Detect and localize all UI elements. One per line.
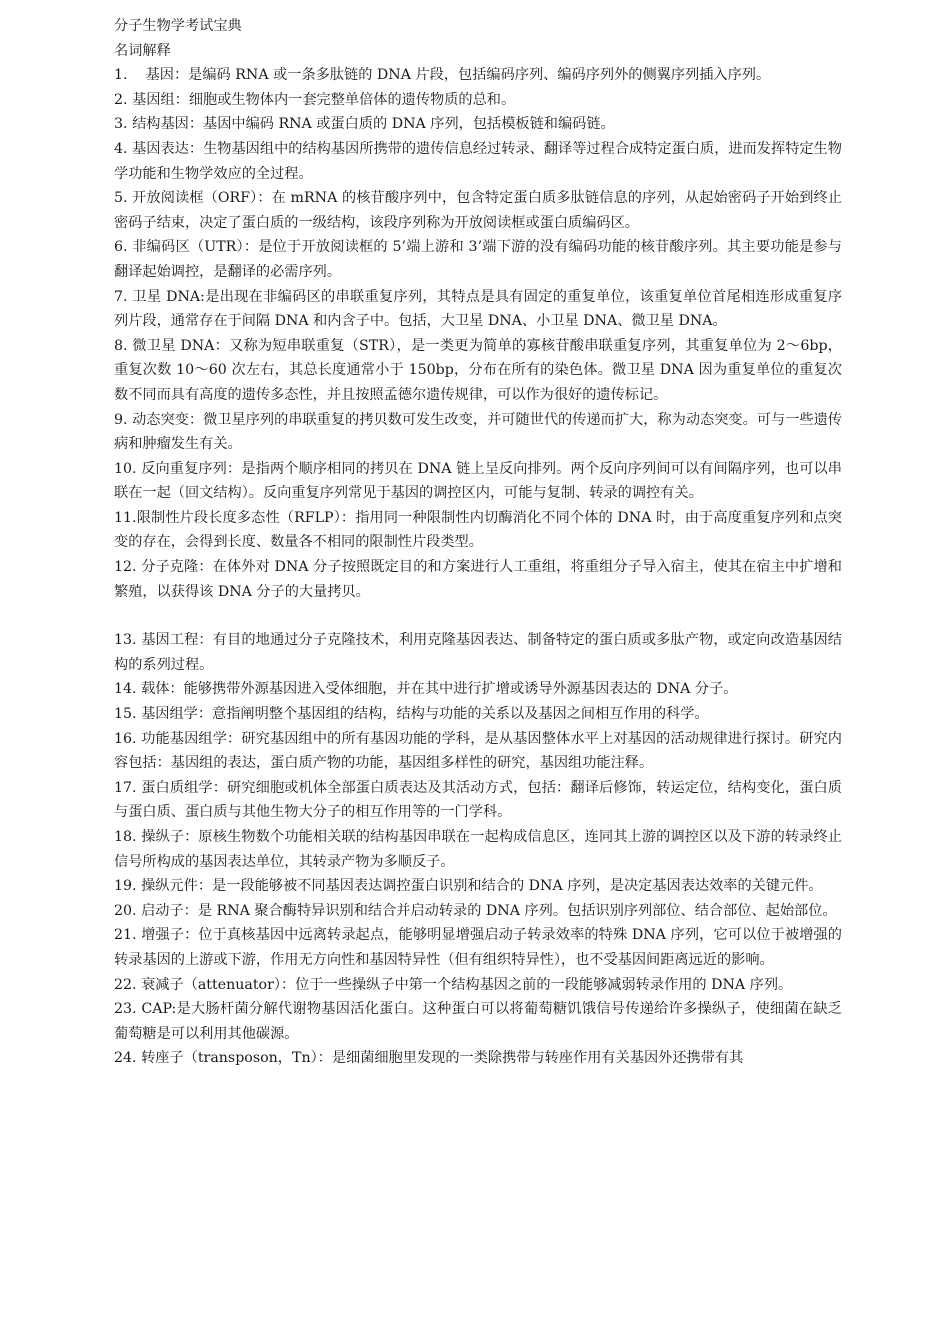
term-entry-12: [114, 555, 842, 604]
term-number: 3.: [114, 116, 128, 133]
term-entry-19: [114, 874, 842, 899]
term-number: 15.: [114, 706, 137, 723]
term-entry-8: [114, 334, 842, 408]
term-entry-17: [114, 776, 842, 825]
document-page: [114, 14, 842, 1071]
term-entry-15: [114, 702, 842, 727]
term-number: 24.: [114, 1050, 137, 1067]
term-text: 结构基因：基因中编码 RNA 或蛋白质的 DNA 序列，包括模板链和编码链。: [132, 116, 615, 133]
term-text: CAP:是大肠杆菌分解代谢物基因活化蛋白。这种蛋白可以将葡萄糖饥饿信号传递给许多操纵子，使细菌在缺乏葡萄糖是可以利用其他碳源。: [114, 1001, 842, 1042]
term-number: 12.: [114, 559, 137, 576]
term-number: 11.: [114, 509, 137, 526]
term-text: 限制性片段长度多态性（RFLP）：指用同一种限制性内切酶消化不同个体的 DNA 时，由于高度重复序列和点突变的存在，会得到长度、数量各不相同的限制性片段类型。: [114, 509, 842, 551]
term-text: 基因：是编码 RNA 或一条多肽链的 DNA 片段，包括编码序列、编码序列外的侧翼序列插入序列。: [145, 67, 771, 84]
term-entry-7: [114, 285, 842, 334]
term-number: 5.: [114, 190, 128, 207]
term-text: 功能基因组学：研究基因组中的所有基因功能的学科，是从基因整体水平上对基因的活动规律进行探讨。研究内容包括：基因组的表达，蛋白质产物的功能，基因组多样性的研究，基因组功能注释。: [114, 730, 842, 772]
term-text: 反向重复序列：是指两个顺序相同的拷贝在 DNA 链上呈反向排列。两个反向序列间可以有间隔序列，也可以串联在一起（回文结构）。反向重复序列常见于基因的调控区内，可能与复制、转录的调控有关。: [114, 460, 842, 502]
term-entry-18: [114, 825, 842, 874]
term-entry-23: [114, 997, 842, 1046]
term-text: 蛋白质组学：研究细胞或机体全部蛋白质表达及其活动方式，包括：翻译后修饰，转运定位，结构变化，蛋白质与蛋白质、蛋白质与其他生物大分子的相互作用等的一门学科。: [114, 779, 842, 821]
term-number: 20.: [114, 902, 137, 919]
term-number: 18.: [114, 829, 137, 845]
term-text: 动态突变：微卫星序列的串联重复的拷贝数可发生改变，并可随世代的传递而扩大，称为动态突变。可与一些遗传病和肿瘤发生有关。: [114, 411, 842, 453]
term-text: 增强子：位于真核基因中远离转录起点，能够明显增强启动子转录效率的特殊 DNA 序列，它可以位于被增强的转录基因的上游或下游，作用无方向性和基因特异性（但有组织特异性），也不受基因间距离远近的影响。: [114, 927, 842, 968]
term-number: 19.: [114, 878, 137, 895]
term-entry-21: [114, 923, 842, 972]
blank-line: [114, 604, 842, 628]
term-entry-5: [114, 186, 842, 235]
term-text: 非编码区（UTR）：是位于开放阅读框的 5’端上游和 3’端下游的没有编码功能的核苷酸序列。其主要功能是参与翻译起始调控，是翻译的必需序列。: [114, 239, 842, 280]
term-number: 6.: [114, 239, 128, 256]
term-number: 22.: [114, 976, 137, 993]
term-entry-4: [114, 137, 842, 186]
term-text: 基因组：细胞或生物体内一套完整单倍体的遗传物质的总和。: [132, 91, 516, 108]
term-number: 10.: [114, 460, 137, 477]
term-entry-10: [114, 457, 842, 506]
term-number: 1.: [114, 67, 128, 84]
term-text: 启动子：是 RNA 聚合酶特异识别和结合并启动转录的 DNA 序列。包括识别序列部位、结合部位、起始部位。: [141, 902, 837, 919]
term-number: 8.: [114, 337, 128, 354]
term-text: 操纵元件：是一段能够被不同基因表达调控蛋白识别和结合的 DNA 序列，是决定基因表达效率的关键元件。: [141, 878, 823, 895]
term-entry-22: [114, 973, 842, 998]
term-number: 9.: [114, 411, 128, 428]
term-text: 载体：能够携带外源基因进入受体细胞，并在其中进行扩增或诱导外源基因表达的 DNA 分子。: [141, 681, 738, 698]
term-number: 21.: [114, 927, 137, 944]
term-number: 2.: [114, 91, 128, 108]
term-entry-11: [114, 506, 842, 555]
term-number: 16.: [114, 730, 137, 747]
section-heading: 名词解释: [114, 42, 171, 59]
term-entry-1: [114, 63, 842, 88]
term-entry-14: [114, 677, 842, 702]
term-number: 4.: [114, 140, 128, 157]
term-text: 卫星 DNA:是出现在非编码区的串联重复序列，其特点是具有固定的重复单位，该重复单位首尾相连形成重复序列片段，通常存在于间隔 DNA 和内含子中。包括，大卫星 DNA、小卫星 DNA、微卫星 DNA。: [114, 288, 843, 330]
term-entry-9: [114, 408, 842, 457]
term-entry-20: [114, 899, 842, 924]
term-text: 分子克隆：在体外对 DNA 分子按照既定目的和方案进行人工重组，将重组分子导入宿主，使其在宿主中扩增和繁殖，以获得该 DNA 分子的大量拷贝。: [114, 559, 842, 600]
term-text: 开放阅读框（ORF）：在 mRNA 的核苷酸序列中，包含特定蛋白质多肽链信息的序列，从起始密码子开始到终止密码子结束，决定了蛋白质的一级结构，该段序列称为开放阅读框或蛋白质编码区。: [114, 190, 842, 231]
term-number: 23.: [114, 1001, 137, 1018]
term-text: 衰减子（attenuator）：位于一些操纵子中第一个结构基因之前的一段能够减弱转录作用的 DNA 序列。: [141, 976, 793, 993]
term-entry-6: [114, 235, 842, 284]
term-number: 13.: [114, 632, 137, 649]
term-text: 基因表达：生物基因组中的结构基因所携带的遗传信息经过转录、翻译等过程合成特定蛋白质，进而发挥特定生物学功能和生物学效应的全过程。: [114, 140, 842, 182]
document-title: 分子生物学考试宝典: [114, 18, 242, 34]
term-entry-16: [114, 727, 842, 776]
term-number: 17.: [114, 779, 137, 796]
term-text: 转座子（transposon，Tn）：是细菌细胞里发现的一类除携带与转座作用有关基因外还携带有其: [141, 1050, 744, 1067]
term-text: 微卫星 DNA：又称为短串联重复（STR），是一类更为简单的寡核苷酸串联重复序列，其重复单位为 2～6bp，重复次数 10～60 次左右，其总长度通常小于 150bp，分布在所有的染色体。微卫星 DNA 因为重复单位的重复次数不同而具有高度的遗传多态性，并且按照孟德尔遗传规律，可以作为很好的遗传标记。: [114, 337, 842, 403]
term-number: 7.: [114, 288, 128, 305]
term-entry-13: [114, 628, 842, 677]
term-text: 基因组学：意指阐明整个基因组的结构，结构与功能的关系以及基因之间相互作用的科学。: [141, 706, 709, 723]
term-number: 14.: [114, 681, 137, 698]
term-entry-2: [114, 88, 842, 113]
term-entry-24: [114, 1046, 842, 1071]
term-text: 基因工程：有目的地通过分子克隆技术，利用克隆基因表达、制备特定的蛋白质或多肽产物，或定向改造基因结构的系列过程。: [114, 632, 842, 673]
term-text: 操纵子：原核生物数个功能相关联的结构基因串联在一起构成信息区，连同其上游的调控区以及下游的转录终止信号所构成的基因表达单位，其转录产物为多顺反子。: [114, 829, 842, 870]
term-entry-3: [114, 112, 842, 137]
